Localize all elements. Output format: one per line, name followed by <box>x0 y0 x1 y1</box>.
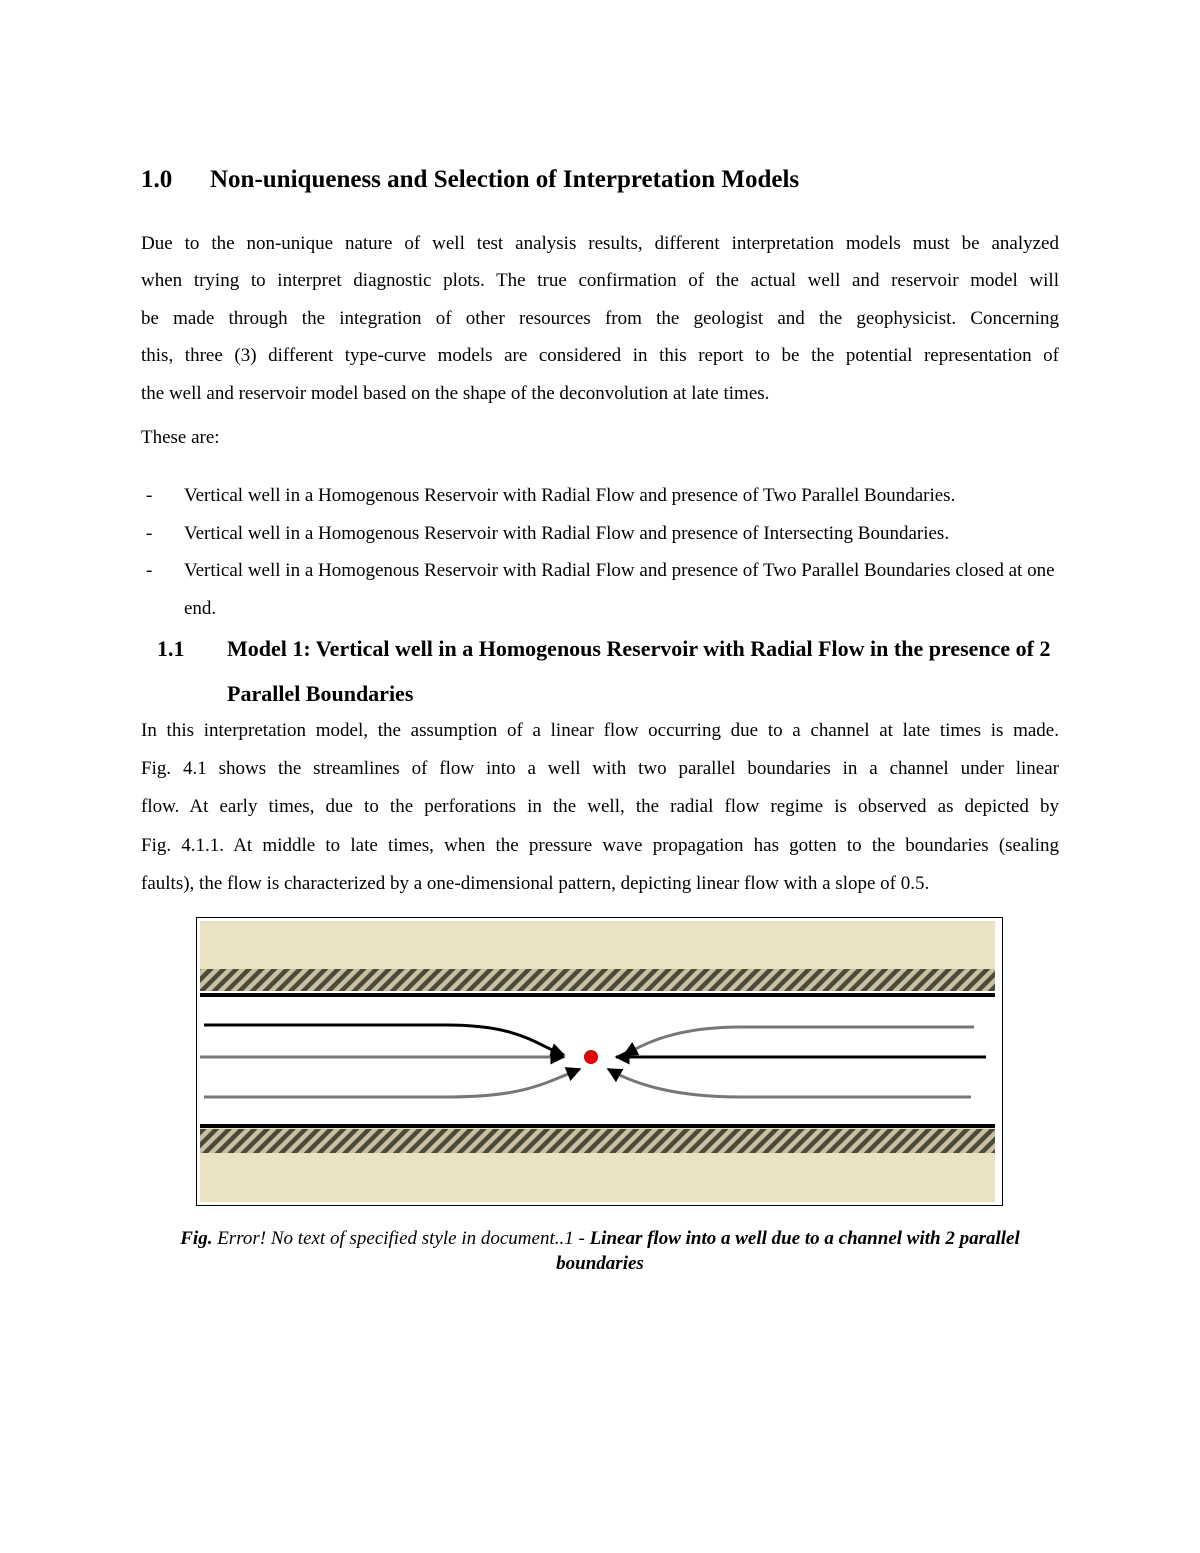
model1-paragraph <box>141 712 1059 903</box>
section-title: Non-uniqueness and Selection of Interpretation Models <box>210 166 800 193</box>
list-intro: These are: <box>141 427 220 448</box>
caption-title: Linear flow into a well due to a channel with 2 parallel boundaries <box>556 1228 1020 1274</box>
list-item <box>141 515 1059 553</box>
paragraph-line: Fig. 4.1.1. At middle to late times, when the pressure wave propagation has gotten to the boundaries (sealing <box>141 834 1059 856</box>
caption-error-text: Error! No text of specified style in document..1 - <box>212 1228 590 1249</box>
paragraph-line: Fig. 4.1 shows the streamlines of flow into a well with two parallel boundaries in a channel under linear <box>141 758 1059 780</box>
list-item <box>141 477 1059 515</box>
intro-paragraph <box>141 225 1059 412</box>
model-list <box>141 477 1059 627</box>
list-marker: - <box>146 560 153 581</box>
section-heading <box>141 166 799 194</box>
paragraph-line: the well and reservoir model based on the shape of the deconvolution at late times. <box>141 382 770 404</box>
subsection-title: Model 1: Vertical well in a Homogenous Reservoir with Radial Flow in the presence of 2 Parallel Boundaries <box>227 636 1051 706</box>
paragraph-line: In this interpretation model, the assumption of a linear flow occurring due to a channel at late times is made. <box>141 720 1059 741</box>
list-item-text: Vertical well in a Homogenous Reservoir with Radial Flow and presence of Two Parallel Boundaries. <box>184 485 956 506</box>
paragraph-line: when trying to interpret diagnostic plots. The true confirmation of the actual well and reservoir model will <box>141 270 1059 292</box>
list-item-text: Vertical well in a Homogenous Reservoir with Radial Flow and presence of Two Parallel Boundaries closed at one end. <box>184 560 1055 619</box>
paragraph-line: be made through the integration of other resources from the geologist and the geophysicist. Concerning <box>141 307 1059 329</box>
paragraph-line: flow. At early times, due to the perforations in the well, the radial flow regime is observed as depicted by <box>141 796 1059 818</box>
figure-caption <box>141 1226 1059 1276</box>
subsection-number: 1.1 <box>157 636 185 661</box>
paragraph-line: Due to the non-unique nature of well test analysis results, different interpretation models must be analyzed <box>141 233 1059 254</box>
lower-boundary-hatch <box>200 1129 995 1153</box>
paragraph-line: this, three (3) different type-curve models are considered in this report to be the potential representation of <box>141 345 1059 367</box>
paragraph-line: faults), the flow is characterized by a one-dimensional pattern, depicting linear flow with a slope of 0.5. <box>141 872 930 894</box>
upper-boundary-hatch <box>200 969 995 991</box>
section-number: 1.0 <box>141 166 173 193</box>
channel-flow-figure <box>196 917 1003 1206</box>
subsection-heading <box>157 626 1057 716</box>
list-marker: - <box>146 485 153 506</box>
caption-prefix: Fig. <box>180 1228 213 1249</box>
list-marker: - <box>146 522 153 544</box>
list-item-text: Vertical well in a Homogenous Reservoir with Radial Flow and presence of Intersecting Boundaries. <box>184 522 950 544</box>
well-marker <box>583 1049 599 1065</box>
upper-formation <box>200 921 995 974</box>
list-item <box>141 552 1059 627</box>
